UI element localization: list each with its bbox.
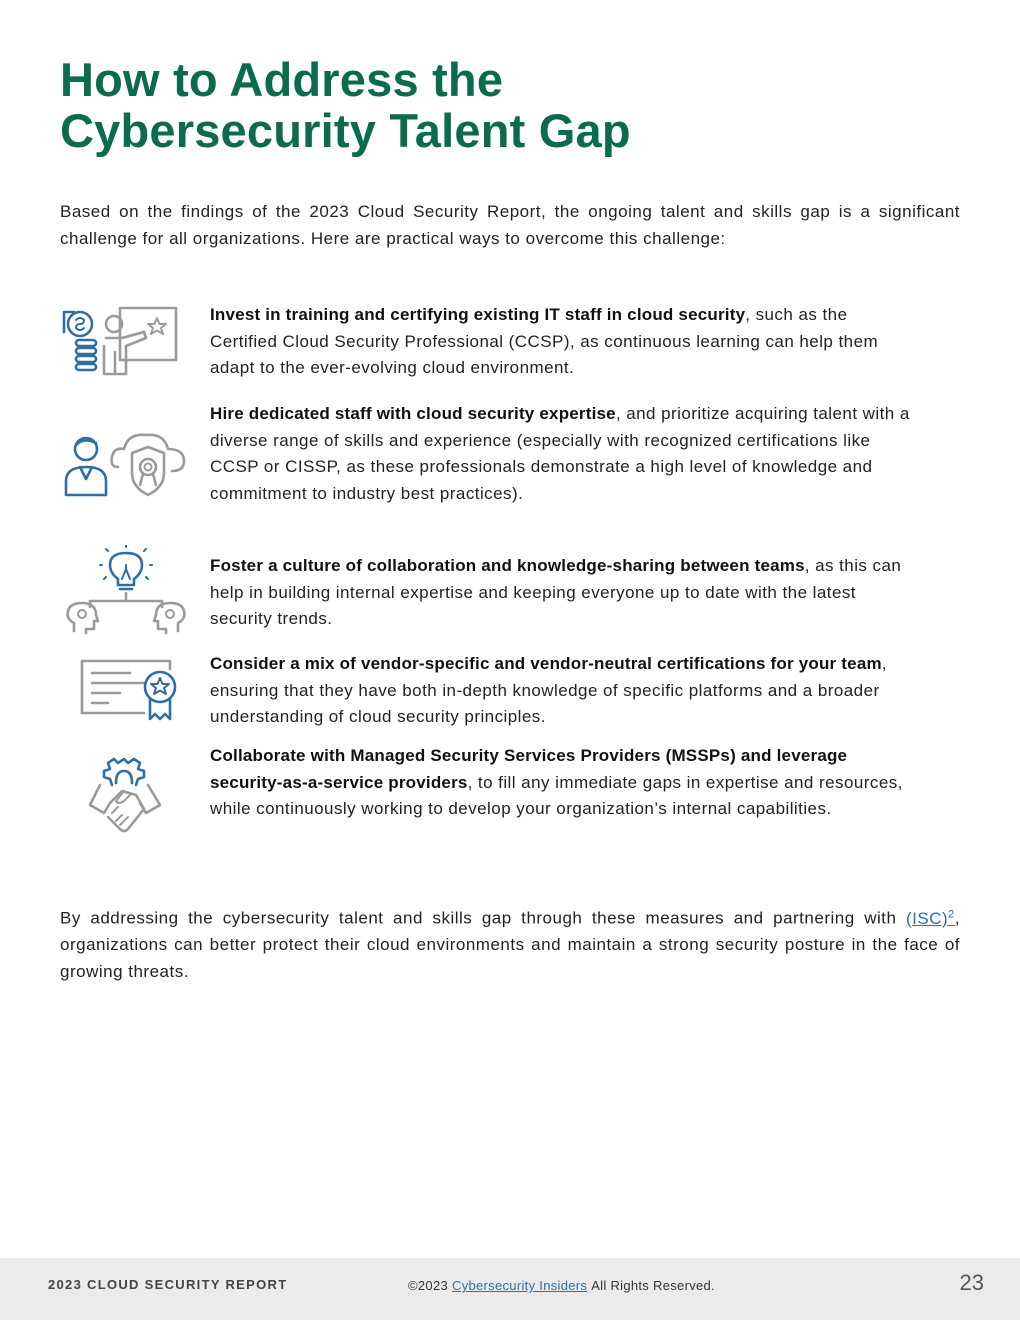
copyright-notice bbox=[408, 1278, 715, 1293]
page-number: 23 bbox=[959, 1270, 984, 1295]
list-item-bold: Collaborate with Managed Security Services Providers (MSSPs) and leverage security-as-a-service providers bbox=[210, 746, 848, 792]
isc2-link-superscript: 2 bbox=[948, 908, 955, 920]
closing-text-after: , organizations can better protect their cloud environments and maintain a strong security posture in the face of growing threats. bbox=[60, 908, 960, 981]
company-link[interactable]: Cybersecurity Insiders bbox=[452, 1278, 588, 1293]
list-item-text bbox=[210, 743, 915, 823]
closing-text-before: By addressing the cybersecurity talent and skills gap through these measures and partnering with bbox=[60, 908, 906, 928]
report-name: 2023 CLOUD SECURITY REPORT bbox=[48, 1277, 288, 1292]
training-certification-icon bbox=[60, 302, 190, 392]
hire-expert-icon bbox=[60, 423, 190, 513]
list-item-text bbox=[210, 401, 915, 507]
certificate-icon bbox=[60, 653, 190, 743]
isc2-link[interactable] bbox=[906, 909, 955, 928]
list-item-hire bbox=[60, 401, 960, 521]
list-item-bold: Hire dedicated staff with cloud security expertise bbox=[210, 404, 616, 423]
closing-paragraph bbox=[60, 901, 960, 985]
list-item-rest: , and prioritize acquiring talent with a diverse range of skills and experience (especially with recognized certifications like CCSP or CISSP, as these professionals demonstrate a high level of knowledge and commitment to industry best practices). bbox=[210, 404, 910, 503]
collaboration-lightbulb-icon bbox=[60, 545, 190, 635]
isc2-link-text: (ISC) bbox=[905, 908, 949, 928]
list-item-text bbox=[210, 302, 915, 382]
rights-text: All Rights Reserved. bbox=[591, 1278, 715, 1293]
page-title bbox=[60, 54, 960, 156]
list-item-rest: , to fill any immediate gaps in expertise and resources, while continuously working to develop your organization’s internal capabilities. bbox=[210, 772, 903, 819]
page-footer bbox=[0, 1258, 1020, 1320]
list-item-rest: , as this can help in building internal expertise and keeping everyone up to date with the latest security trends. bbox=[210, 556, 902, 629]
list-item-mssp bbox=[60, 743, 960, 863]
list-item-bold: Foster a culture of collaboration and knowledge-sharing between teams bbox=[210, 556, 805, 575]
list-item-text bbox=[210, 553, 915, 633]
copyright-year: ©2023 bbox=[408, 1278, 448, 1293]
list-item-rest: , ensuring that they have both in-depth knowledge of specific platforms and a broader understanding of cloud security principles. bbox=[210, 654, 887, 727]
list-item-text bbox=[210, 651, 915, 731]
list-item-bold: Invest in training and certifying existing IT staff in cloud security bbox=[210, 305, 746, 324]
intro-paragraph: Based on the findings of the 2023 Cloud Security Report, the ongoing talent and skills gap is a significant challenge for all organizations. Here are practical ways to overcome this challenge: bbox=[60, 202, 960, 248]
list-item-bold: Consider a mix of vendor-specific and vendor-neutral certifications for your team bbox=[210, 654, 882, 673]
page-title-line-1: How to Address the bbox=[60, 53, 504, 106]
list-item-rest: , such as the Certified Cloud Security Professional (CCSP), as continuous learning can help them adapt to the ever-evolving cloud environment. bbox=[210, 305, 879, 378]
handshake-gear-icon bbox=[60, 753, 190, 843]
page-title-line-2: Cybersecurity Talent Gap bbox=[60, 104, 631, 157]
